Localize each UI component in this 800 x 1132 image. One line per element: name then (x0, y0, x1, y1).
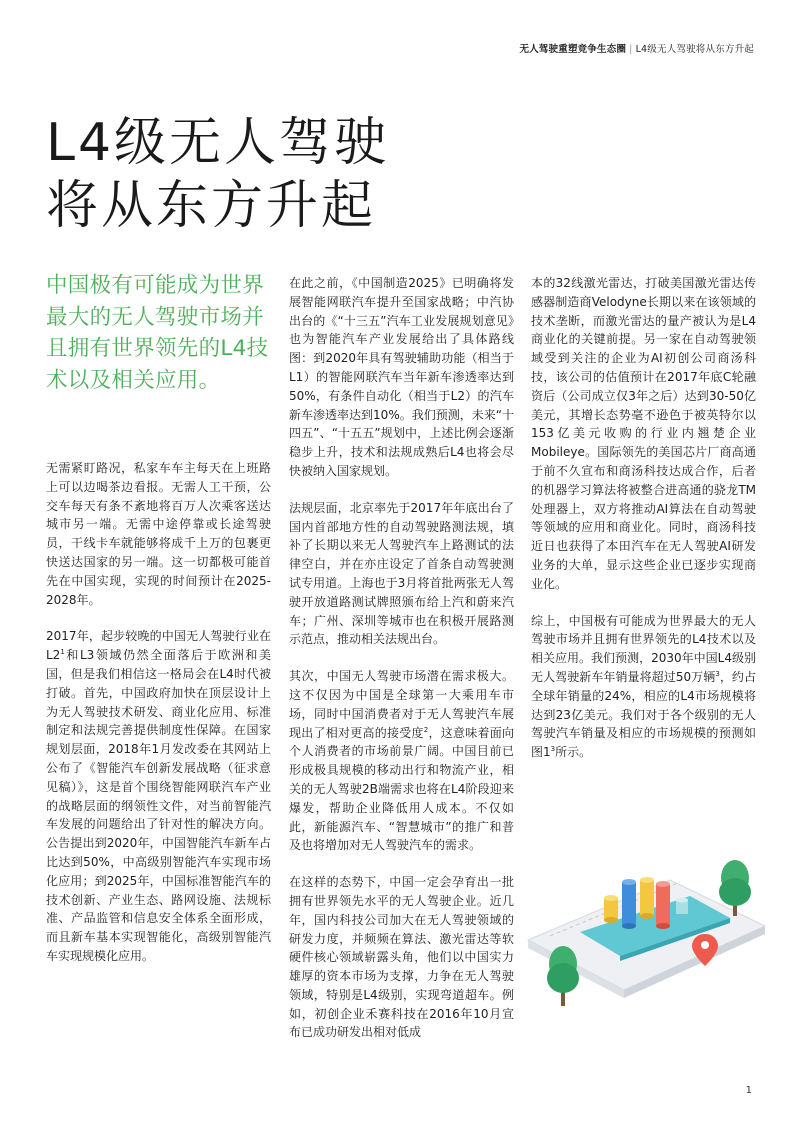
col3-p2-text-b: ，约占全球年销量的24%，相应的L4市场规模将达到23亿美元。我们对于各个级别的无人驾驶汽车销量及相应的市场规模的预测如图1 (531, 669, 756, 760)
footnote-ref-1: 1 (60, 648, 65, 657)
col3-p2-text-a: 综上，中国极有可能成为世界最大的无人驾驶市场并且拥有世界领先的L4技术以及相关应用。我们预测，2030年中国L4级别无人驾驶新车年销量将超过50万辆 (531, 613, 756, 684)
title-line-2: 将从东方升起 (46, 176, 377, 236)
lead-paragraph: 中国极有可能成为世界最大的无人驾驶市场并且拥有世界领先的L4技术以及相关应用。 (46, 273, 269, 393)
col2-p3-text-b: ，这意味着面向个人消费者的市场前景广阔。中国目前已形成极具规模的移动出行和物流产业，相关的无人驾驶2B端需求也将在L4阶段迎来爆发，帮助企业降低用人成本。不仅如此，新能源汽车、“智慧城市”的推广和普及也将增加对无人驾驶汽车的需求。 (289, 725, 514, 853)
footnote-ref-3b: 3 (550, 745, 556, 754)
col2-paragraph-2: 法规层面，北京率先于2017年年底出台了国内首部地方性的自动驾驶路测法规，填补了长期以来无人驾驶汽车上路测试的法律空白，并在亦庄设定了首条自动驾驶测试专用道。上海也于3月将首批两张无人驾驶开放道路测试牌照颁布给上汽和蔚来汽车；广州、深圳等城市也在积极开展路测示范点，推动相关法规出台。 (289, 500, 514, 647)
footnote-ref-3: 3 (715, 669, 720, 678)
footnote-ref-2: 2 (423, 725, 429, 734)
page-title (46, 112, 389, 238)
header-section: 无人驾驶重塑竞争生态圈 (519, 44, 627, 55)
page-number: 1 (745, 1085, 752, 1096)
col2-p3-text-a: 其次，中国无人驾驶市场潜在需求极大。这不仅因为中国是全球第一大乘用车市场，同时中国消费者对于无人驾驶汽车展现出了相对更高的接受度 (289, 669, 514, 740)
col2-paragraph-3 (289, 667, 514, 855)
text-column-1 (46, 459, 271, 984)
col1-p2-text-b: 和L3领域仍然全面落后于欧洲和美国，但是我们相信这一格局会在L4时代被打破。首先，中国政府加快在顶层设计上为无人驾驶技术研发、商业化应用、标准制定和法规完善提供制度性保障。在国家规划层面，2018年1月发改委在其网站上公布了《智能汽车创新发展战略（征求意见稿）》，这是首个围绕智能网联汽车产业的战略层面的纲领性文件，对当前智能汽车发展的问题给出了针对性的解决方向。公告提出到2020年，中国智能汽车新车占比达到50%，中高级别智能汽车实现市场化应用；到2025年，中国标准智能汽车的技术创新、产业生态、路网设施、法规标准、产品监管和信息安全体系全面形成，而且新车基本实现智能化，高级别智能汽车实现规模化应用。 (46, 648, 271, 963)
col1-paragraph-1: 无需紧盯路况，私家车车主每天在上班路上可以边喝茶边看报。无需人工干预，公交车每天有条不紊地将百万人次乘客送达城市另一端。无需中途停靠或长途驾驶员，干线卡车就能够将成千上万的包裹更快送达国家的另一端。这一切都极可能首先在中国实现，实现的时间预计在2025-2028年。 (46, 461, 271, 607)
col1-p2-text-a: 2017年，起步较晚的中国无人驾驶行业在L2 (46, 629, 271, 663)
text-column-3 (531, 274, 756, 780)
bar-yellow-tall-icon (640, 877, 654, 919)
tree-left-icon (547, 946, 579, 1006)
bar-yellow-icon (604, 895, 618, 923)
col3-paragraph-2 (531, 612, 756, 762)
bar-red-icon (656, 881, 670, 929)
text-column-2 (289, 274, 514, 1060)
col2-paragraph-4: 在这样的态势下，中国一定会孕育出一批拥有世界领先水平的无人驾驶企业。近几年，国内科技公司加大在无人驾驶领域的研发力度，并频频在算法、激光雷达等软硬件核心领域崭露头角，他们以中国实力雄厚的资本市场为支撑，力争在无人驾驶领域，特别是L4级别，实现弯道超车。例如，初创企业禾赛科技在2016年10月宣布已成功研发出相对低成 (289, 875, 514, 1040)
col1-paragraph-2 (46, 627, 271, 965)
running-header (519, 41, 754, 55)
col3-p2-text-c: 所示。 (555, 745, 592, 760)
col3-paragraph-1: 本的32线激光雷达，打破美国激光雷达传感器制造商Velodyne长期以来在该领域的技术垄断，而激光雷达的量产被认为是L4商业化的关键前提。另一家在自动驾驶领域受到关注的企业为AI初创公司商汤科技，该公司的估值预计在2017年底C轮融资后（公司成立仅3年之后）达到30-50亿美元，其增长态势毫不逊色于被英特尔以153亿美元收购的行业内翘楚企业Mobileye。国际领先的美国芯片厂商高通于前不久宣布和商汤科技达成合作，后者的机器学习算法将被整合进高通的骁龙TM处理器上，双方将推动AI算法在自动驾驶等领域的应用和商业化。同时，商汤科技近日也获得了本田汽车在无人驾驶AI研发业务的大单，显示这些企业已逐步实现商业化。 (531, 276, 756, 591)
title-line-1: L4级无人驾驶 (46, 113, 390, 173)
header-chapter: L4级无人驾驶将从东方升起 (635, 44, 754, 55)
isometric-city-illustration (520, 840, 770, 1020)
bar-blue-icon (622, 879, 636, 929)
header-separator: | (629, 44, 633, 55)
col2-paragraph-1: 在此之前，《中国制造2025》已明确将发展智能网联汽车提升至国家战略；中汽协出台的《“十三五”汽车工业发展规划意见》也为智能汽车产业发展给出了具体路线图：到2020年具有驾驶辅助功能（相当于L1）的智能网联汽车当年新车渗透率达到50%，有条件自动化（相当于L2）的汽车新车渗透率达到10%。我们预测，未来“十四五”、“十五五”规划中，上述比例会逐渐稳步上升，技术和法规成熟后L4也将会尽快被纳入国家规划。 (289, 276, 514, 478)
bar-teal-icon (676, 898, 688, 915)
